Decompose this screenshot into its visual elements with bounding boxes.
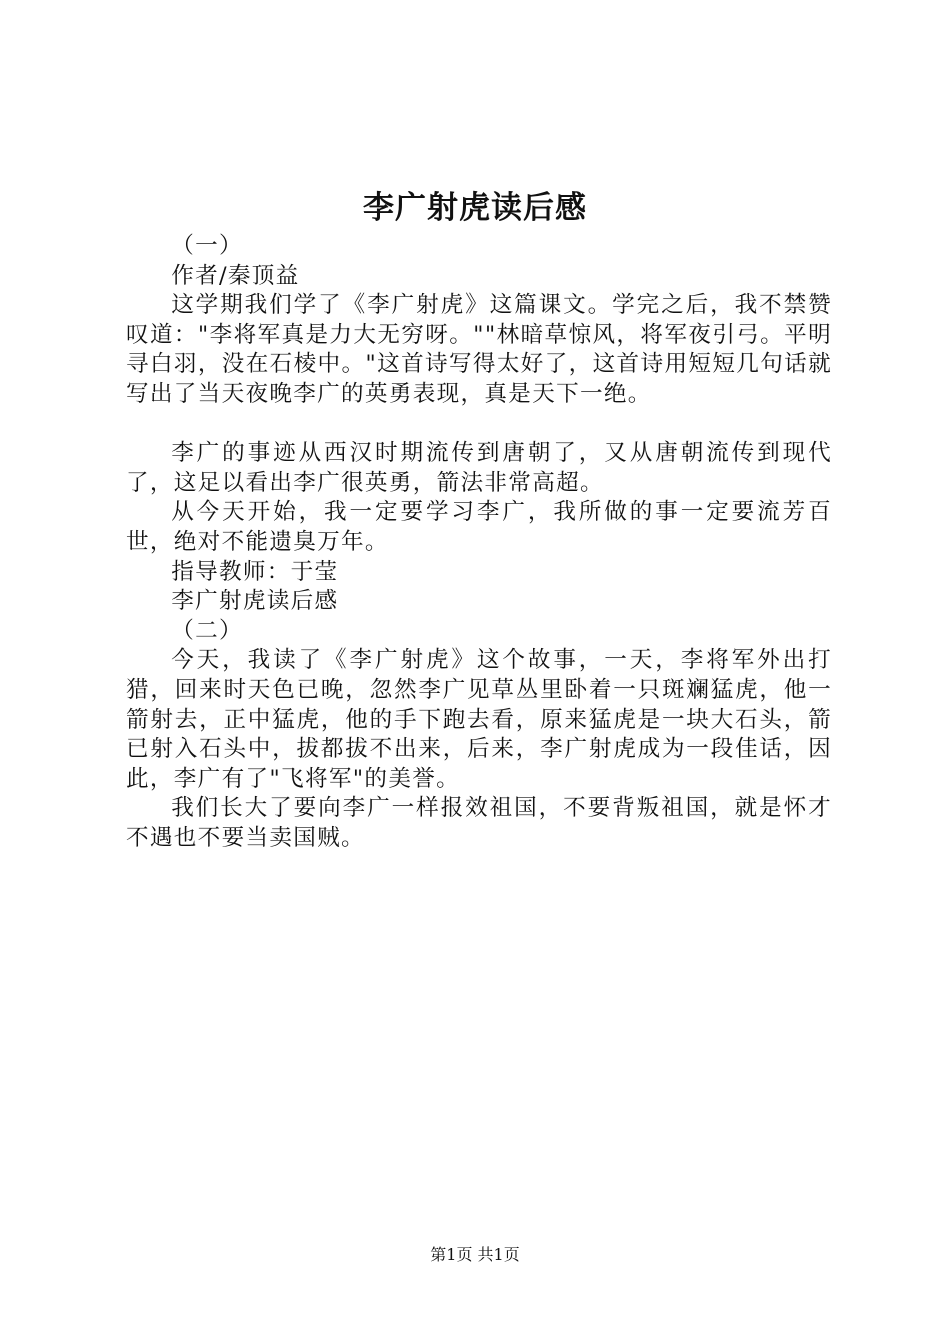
paragraph-4: 今天，我读了《李广射虎》这个故事，一天，李将军外出打猎，回来时天色已晚，忽然李广见草丛里卧着一只斑斓猛虎，他一箭射去，正中猛虎，他的手下跑去看，原来猛虎是一块大石头，箭已射入石头中，拔都拔不出来，后来，李广射虎成为一段佳话，因此，李广有了"飞将军"的美誉。 [126, 647, 832, 792]
document-title: 李广射虎读后感 [363, 190, 587, 226]
author-line: 作者/秦顶益 [171, 262, 300, 289]
sub-title: 李广射虎读后感 [171, 588, 339, 615]
document-body [126, 232, 832, 853]
section-heading-2: （二） [171, 617, 243, 644]
teacher-line: 指导教师：于莹 [171, 558, 339, 585]
paragraph-5: 我们长大了要向李广一样报效祖国，不要背叛祖国，就是怀才不遇也不要当卖国贼。 [126, 795, 832, 851]
paragraph-3: 从今天开始，我一定要学习李广，我所做的事一定要流芳百世，绝对不能遗臭万年。 [126, 499, 832, 555]
page-footer: 第1页 共1页 [430, 1245, 520, 1264]
paragraph-1: 这学期我们学了《李广射虎》这篇课文。学完之后，我不禁赞叹道："李将军真是力大无穷呀。""林暗草惊风，将军夜引弓。平明寻白羽，没在石棱中。"这首诗写得太好了，这首诗用短短几句话就写出了当天夜晚李广的英勇表现，真是天下一绝。 [126, 292, 832, 407]
paragraph-2: 李广的事迹从西汉时期流传到唐朝了，又从唐朝流传到现代了，这足以看出李广很英勇，箭法非常高超。 [126, 440, 832, 496]
section-heading-1: （一） [171, 233, 243, 259]
